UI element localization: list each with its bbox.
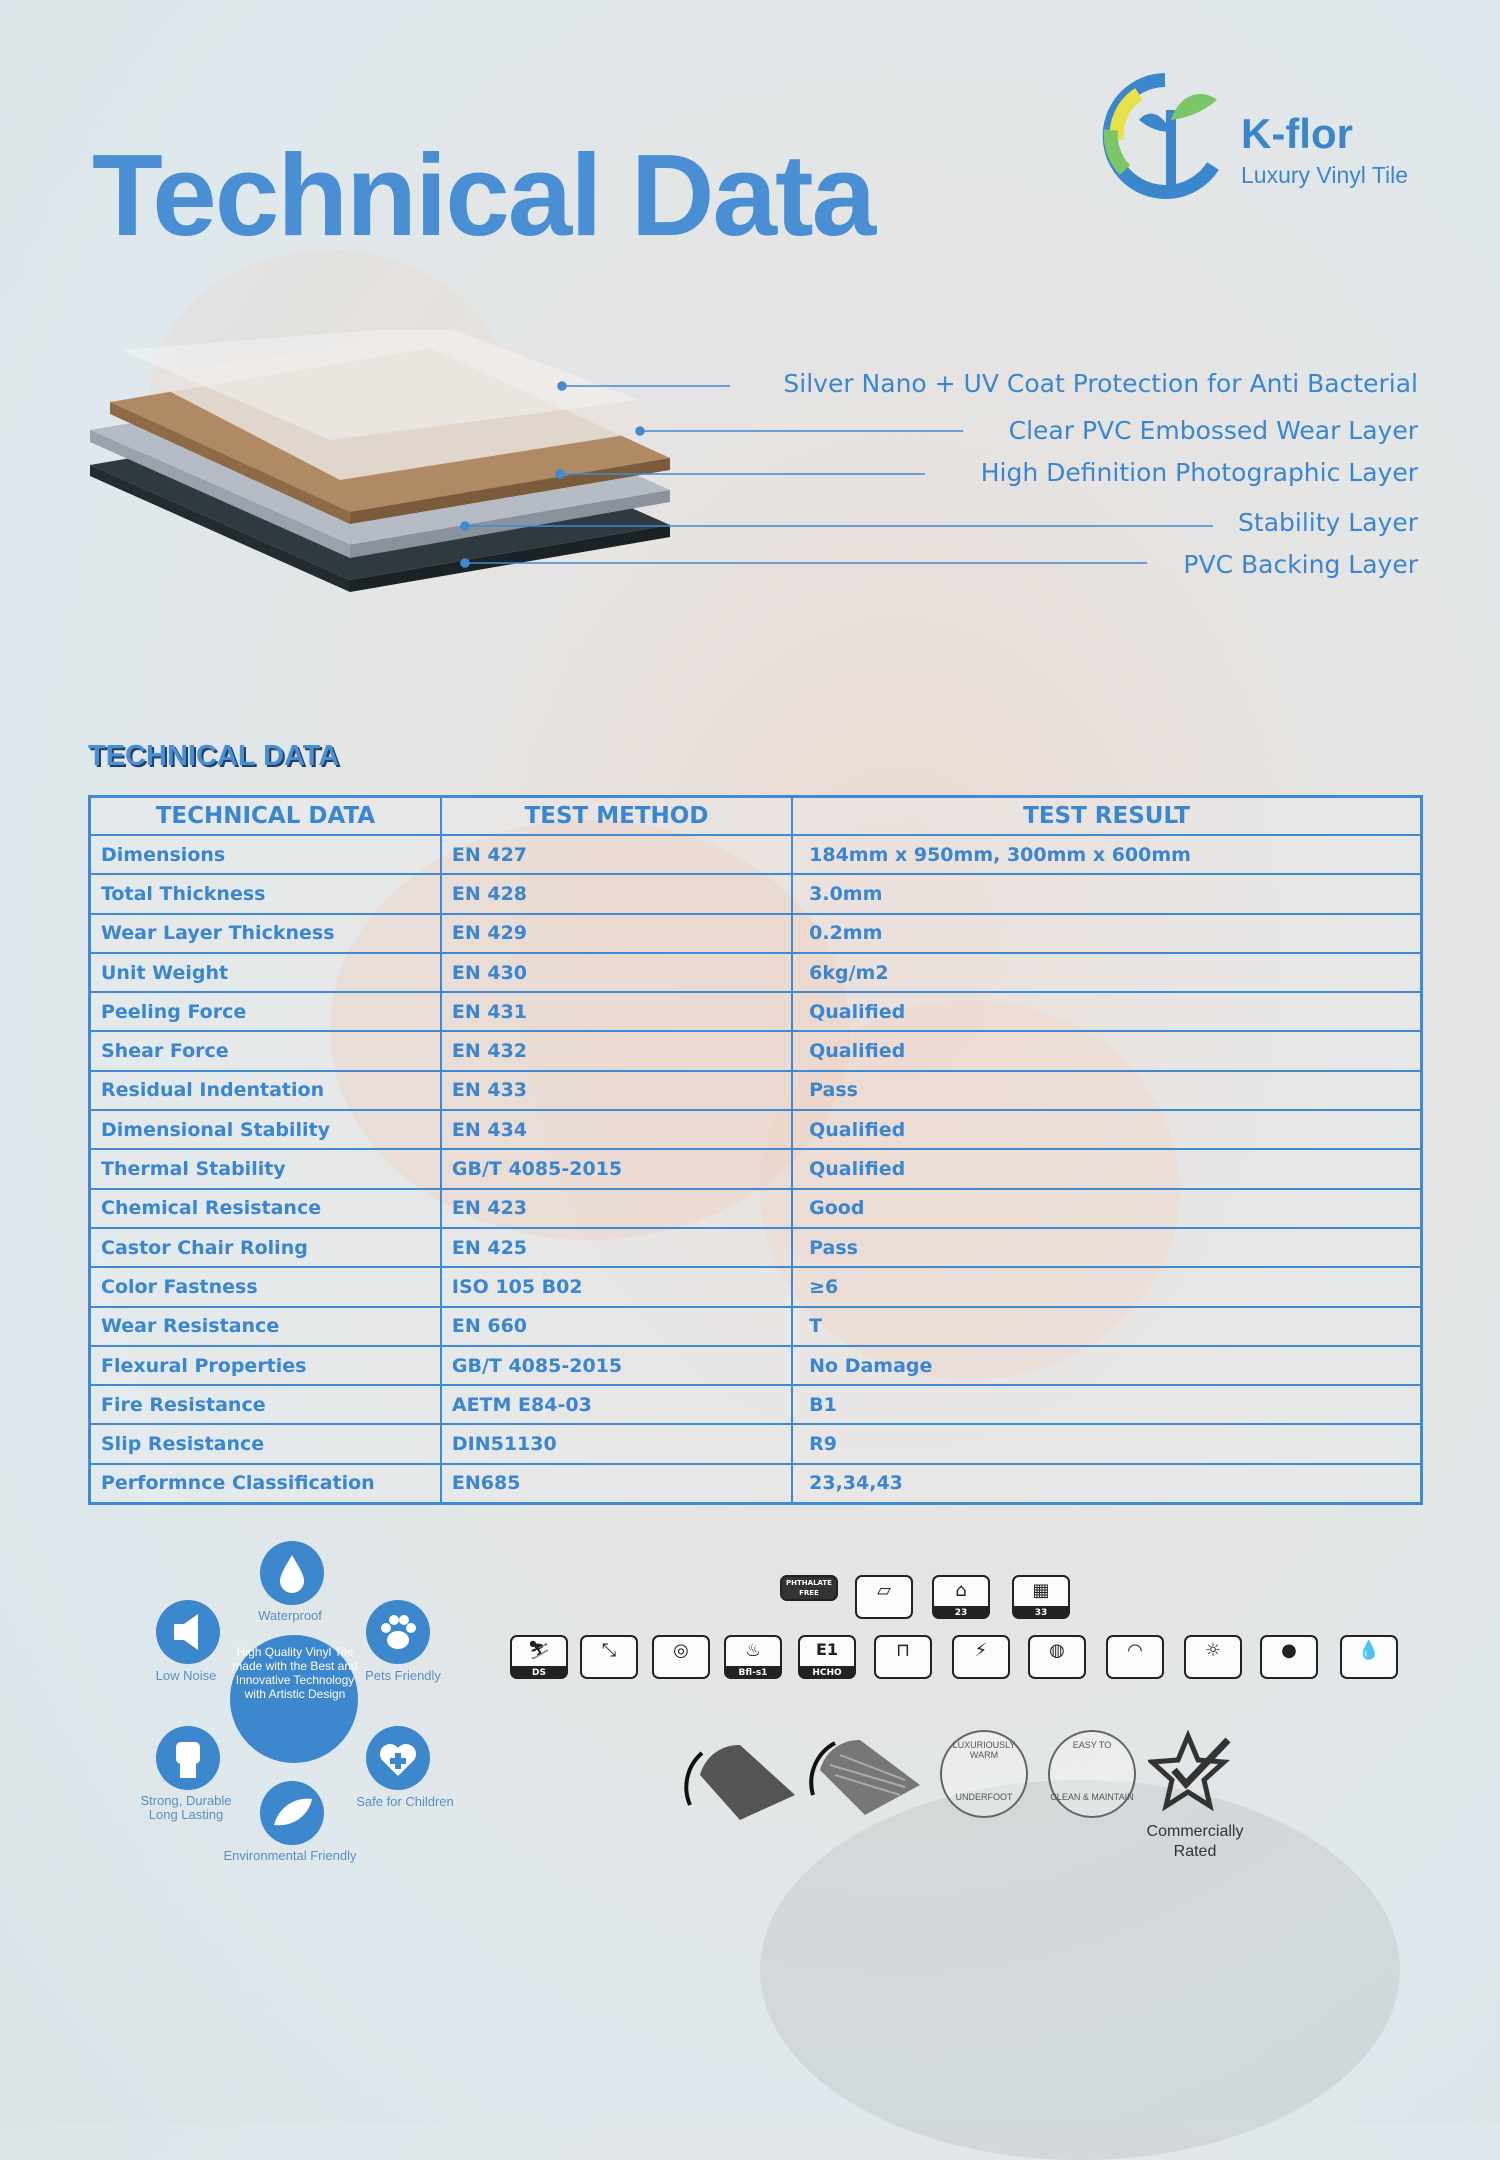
table-row xyxy=(90,1110,1422,1149)
result-cell: Qualified xyxy=(792,1031,1421,1070)
property-cell: Peeling Force xyxy=(90,992,441,1031)
fire-rating-icon: ♨ Bfl-s1 xyxy=(724,1635,782,1679)
method-cell: EN 432 xyxy=(441,1031,792,1070)
class-23-icon: ⌂ 23 xyxy=(932,1575,990,1619)
result-cell: 23,34,43 xyxy=(792,1464,1421,1504)
waterproof-icon xyxy=(260,1541,324,1605)
fist-icon xyxy=(156,1726,220,1790)
property-cell: Wear Layer Thickness xyxy=(90,914,441,953)
table-row xyxy=(90,1424,1422,1463)
table-row xyxy=(90,1228,1422,1267)
table-row xyxy=(90,1267,1422,1306)
result-cell: 3.0mm xyxy=(792,874,1421,913)
page-title: Technical Data xyxy=(92,130,875,260)
layer-callout: PVC Backing Layer xyxy=(1183,550,1418,579)
waterproof-badge-icon: 💧 xyxy=(1340,1635,1398,1679)
property-cell: Flexural Properties xyxy=(90,1346,441,1385)
technical-data-table xyxy=(88,795,1423,1505)
feature-label: Pets Friendly xyxy=(365,1668,441,1683)
table-row xyxy=(90,992,1422,1031)
table-row xyxy=(90,874,1422,913)
table-row xyxy=(90,1464,1422,1504)
paw-icon xyxy=(366,1600,430,1664)
brand-tagline: Luxury Vinyl Tile xyxy=(1241,162,1409,188)
table-row xyxy=(90,835,1422,874)
method-cell: DIN51130 xyxy=(441,1424,792,1463)
wood-texture-icon xyxy=(805,1725,925,1835)
stone-texture-icon xyxy=(680,1725,800,1835)
property-cell: Residual Indentation xyxy=(90,1071,441,1110)
method-cell: EN 433 xyxy=(441,1071,792,1110)
method-cell: EN 423 xyxy=(441,1189,792,1228)
method-cell: EN 660 xyxy=(441,1307,792,1346)
table-row xyxy=(90,1071,1422,1110)
e1-hcho-icon: E1 HCHO xyxy=(798,1635,856,1679)
antistatic-icon: ⚡ xyxy=(952,1635,1010,1679)
table-header-row xyxy=(90,797,1422,836)
method-cell: EN685 xyxy=(441,1464,792,1504)
feature-label: Strong, Durable Long Lasting xyxy=(140,1793,232,1822)
property-cell: Wear Resistance xyxy=(90,1307,441,1346)
commercially-rated-label: Commercially Rated xyxy=(1146,1823,1244,1860)
property-cell: Fire Resistance xyxy=(90,1385,441,1424)
result-cell: 6kg/m2 xyxy=(792,953,1421,992)
badge-text: EASY TO xyxy=(1072,1740,1112,1750)
table-row xyxy=(90,1346,1422,1385)
property-cell: Slip Resistance xyxy=(90,1424,441,1463)
property-cell: Castor Chair Roling xyxy=(90,1228,441,1267)
property-cell: Dimensional Stability xyxy=(90,1110,441,1149)
property-cell: Color Fastness xyxy=(90,1267,441,1306)
heart-plus-icon xyxy=(366,1726,430,1790)
result-cell: No Damage xyxy=(792,1346,1421,1385)
low-noise-icon xyxy=(156,1600,220,1664)
result-cell: Pass xyxy=(792,1071,1421,1110)
result-cell: B1 xyxy=(792,1385,1421,1424)
property-cell: Chemical Resistance xyxy=(90,1189,441,1228)
leaf-icon xyxy=(260,1781,324,1845)
result-cell: Good xyxy=(792,1189,1421,1228)
indentation-icon: ⊓ xyxy=(874,1635,932,1679)
feature-label: Environmental Friendly xyxy=(223,1848,357,1863)
layer-callout: Silver Nano + UV Coat Protection for Anti Bacterial xyxy=(783,369,1418,398)
column-header: TEST RESULT xyxy=(792,797,1421,836)
method-cell: GB/T 4085-2015 xyxy=(441,1149,792,1188)
property-cell: Shear Force xyxy=(90,1031,441,1070)
property-cell: Thermal Stability xyxy=(90,1149,441,1188)
class-33-icon: ▦ 33 xyxy=(1012,1575,1070,1619)
table-row xyxy=(90,1189,1422,1228)
property-cell: Total Thickness xyxy=(90,874,441,913)
feature-label: Low Noise xyxy=(155,1668,217,1683)
stain-resistant-icon: ◍ xyxy=(1028,1635,1086,1679)
section-heading: TECHNICAL DATA xyxy=(88,740,340,772)
property-cell: Dimensions xyxy=(90,835,441,874)
table-row xyxy=(90,1031,1422,1070)
layer-callout: Stability Layer xyxy=(1238,508,1418,537)
result-cell: Qualified xyxy=(792,992,1421,1031)
method-cell: EN 427 xyxy=(441,835,792,874)
floor-installation-icon: ▱ xyxy=(855,1575,913,1619)
column-header: TEST METHOD xyxy=(441,797,792,836)
method-cell: EN 425 xyxy=(441,1228,792,1267)
method-cell: EN 431 xyxy=(441,992,792,1031)
table-row xyxy=(90,1149,1422,1188)
badge-text: UNDERFOOT xyxy=(955,1792,1013,1802)
result-cell: Pass xyxy=(792,1228,1421,1267)
method-cell: EN 429 xyxy=(441,914,792,953)
method-cell: ISO 105 B02 xyxy=(441,1267,792,1306)
column-header: TECHNICAL DATA xyxy=(90,797,441,836)
method-cell: AETM E84-03 xyxy=(441,1385,792,1424)
feature-label: Waterproof xyxy=(258,1608,322,1623)
result-cell: 0.2mm xyxy=(792,914,1421,953)
method-cell: EN 434 xyxy=(441,1110,792,1149)
result-cell: R9 xyxy=(792,1424,1421,1463)
sound-reduction-icon: ◠ xyxy=(1106,1635,1164,1679)
table-row xyxy=(90,953,1422,992)
result-cell: ≥6 xyxy=(792,1267,1421,1306)
property-cell: Unit Weight xyxy=(90,953,441,992)
brand-name: K-flor xyxy=(1241,110,1353,157)
layer-callout: Clear PVC Embossed Wear Layer xyxy=(1008,416,1418,445)
result-cell: 184mm x 950mm, 300mm x 600mm xyxy=(792,835,1421,874)
badge-text: CLEAN & MAINTAIN xyxy=(1050,1792,1134,1802)
feature-center-text: High Quality Vinyl Tile made with the Best and Innovative Technology with Artistic Design xyxy=(232,1645,358,1701)
table-row xyxy=(90,914,1422,953)
light-fastness-icon: ☼ xyxy=(1184,1635,1242,1679)
method-cell: GB/T 4085-2015 xyxy=(441,1346,792,1385)
layer-callout: High Definition Photographic Layer xyxy=(980,458,1418,487)
phthalate-free-icon: PHTHALATE FREE xyxy=(780,1575,838,1601)
method-cell: EN 430 xyxy=(441,953,792,992)
badge-text: LUXURIOUSLY WARM xyxy=(952,1740,1016,1760)
underfloor-heating-icon: ● xyxy=(1260,1635,1318,1679)
table-row xyxy=(90,1307,1422,1346)
property-cell: Performnce Classification xyxy=(90,1464,441,1504)
star-check-icon xyxy=(1148,1730,1238,1815)
slip-ds-icon: ⛷ DS xyxy=(510,1635,568,1679)
result-cell: T xyxy=(792,1307,1421,1346)
background-petal xyxy=(760,1780,1400,2160)
method-cell: EN 428 xyxy=(441,874,792,913)
dimensional-stability-icon: ⤡ xyxy=(580,1635,638,1679)
castor-chair-icon: ◎ xyxy=(652,1635,710,1679)
result-cell: Qualified xyxy=(792,1149,1421,1188)
result-cell: Qualified xyxy=(792,1110,1421,1149)
feature-label: Safe for Children xyxy=(356,1794,454,1809)
table-row xyxy=(90,1385,1422,1424)
